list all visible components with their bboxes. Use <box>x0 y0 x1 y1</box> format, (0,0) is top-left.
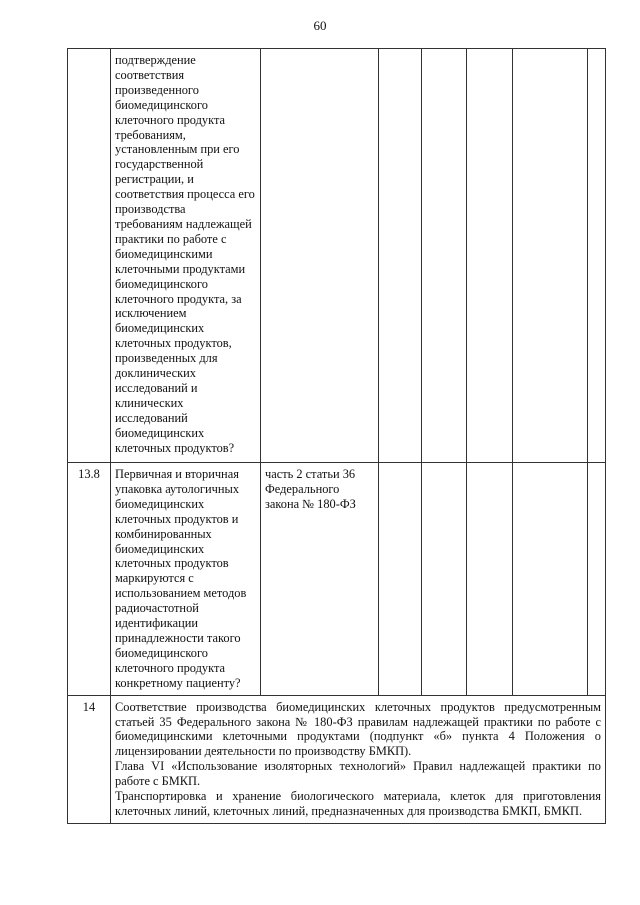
legal-basis <box>261 49 379 463</box>
requirement-text: подтверждение соответствия произведенного биомедицинского клеточного продукта требованиям, установленным при его государственной регистрации, и соответствия процесса его производства требованиям надлежащей практики по работе с биомедицинскими клеточными продуктами биомедицинского клеточного продукта, за исключением биомедицинских клеточных продуктов, произведенных для доклинических исследований и клинических исследований биомедицинских клеточных продуктов? <box>111 49 261 463</box>
section-paragraph: Глава VI «Использование изоляторных технологий» Правил надлежащей практики по работе с БМКП. <box>115 759 601 789</box>
requirement-text: Первичная и вторичная упаковка аутологичных биомедицинских клеточных продуктов и комбинированных биомедицинских клеточных продуктов маркируются с использованием методов радиочастотной идентификации принадлежности такого биомедицинского клеточного продукта конкретному пациенту? <box>111 463 261 696</box>
empty-cell <box>422 49 467 463</box>
table-row <box>68 463 606 696</box>
page-number: 60 <box>313 18 327 33</box>
section-paragraph: Транспортировка и хранение биологического материала, клеток для приготовления клеточных линий, клеточных линий, предназначенных для производства БМКП, БМКП. <box>115 789 601 818</box>
empty-cell <box>467 463 513 696</box>
empty-cell <box>379 463 422 696</box>
table-row <box>68 49 606 463</box>
empty-cell <box>379 49 422 463</box>
empty-cell <box>467 49 513 463</box>
empty-cell <box>513 463 588 696</box>
checklist-table <box>67 48 606 824</box>
row-number <box>68 49 111 463</box>
empty-cell <box>513 49 588 463</box>
section-paragraph: Соответствие производства биомедицинских клеточных продуктов предусмотренным статьей 35 Федерального закона № 180-ФЗ правилам надлежащей практики по работе с биомедицинскими клеточными продуктами (подпункт «б» пункта 4 Положения о лицензировании деятельности по производству БМКП). <box>115 699 601 759</box>
empty-cell <box>588 463 606 696</box>
section-row <box>68 695 606 823</box>
section-description <box>111 695 606 823</box>
empty-cell <box>422 463 467 696</box>
section-number: 14 <box>68 695 111 823</box>
empty-cell <box>588 49 606 463</box>
row-number: 13.8 <box>68 463 111 696</box>
legal-basis: часть 2 статьи 36 Федерального закона № 180-ФЗ <box>261 463 379 696</box>
